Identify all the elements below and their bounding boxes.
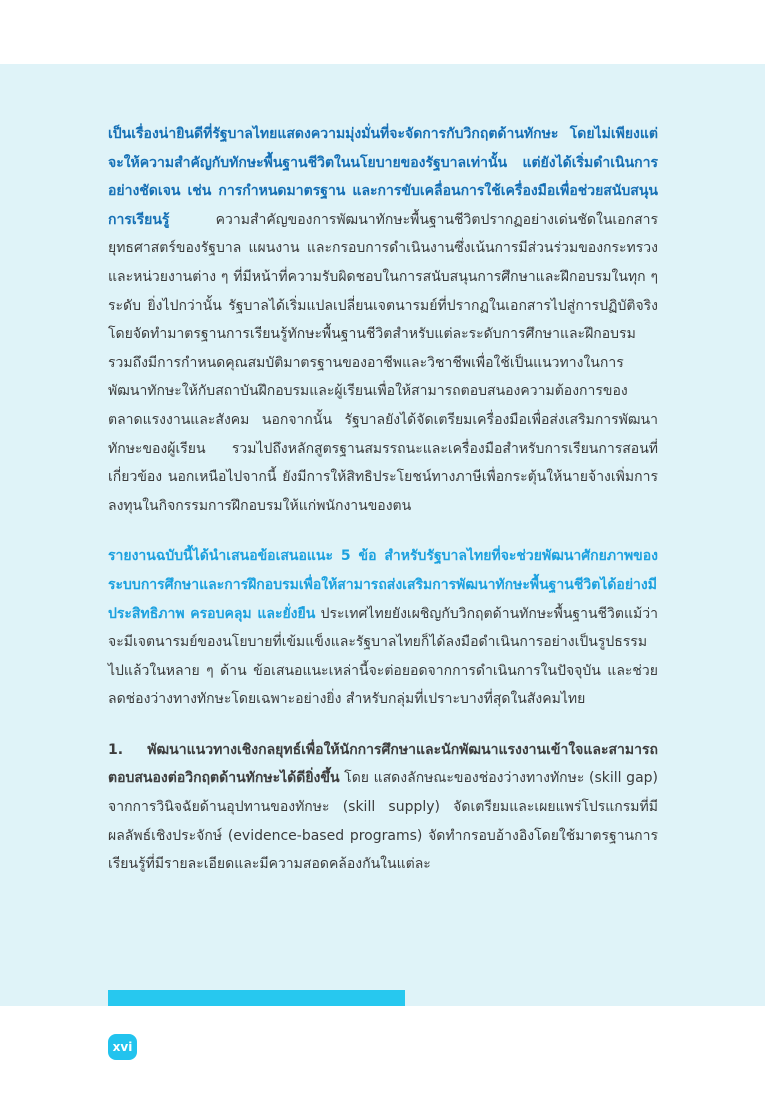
recommendation-1-body: โดย แสดงลักษณะของช่องว่างทางทักษะ (skill gap) จากการวินิจฉัยด้านอุปทานของทักษะ (skill supply) จัดเตรียมและเผยแพร่โปรแกรมที่มีผลลัพธ์เชิงประจักษ์ (evidence-based programs) จัดทำกรอบอ้างอิงโดยใช้มาตรฐานการเรียนรู้ที่มีรายละเอียดและมีความสอดคล้องกันในแต่ละ [108, 770, 658, 873]
highlight-government-commitment: เป็นเรื่องน่ายินดีที่รัฐบาลไทยแสดงความมุ่งมั่นที่จะจัดการกับวิกฤตด้านทักษะ โดยไม่เพียงแต่จะให้ความสำคัญกับทักษะพื้นฐานชีวิตในนโยบายของรัฐบาลเท่านั้น แต่ยังได้เริ่มดำเนินการอย่างชัดเจน เช่น การกำหนดมาตรฐาน และการขับเคลื่อนการใช้เครื่องมือเพื่อช่วยสนับสนุนการเรียนรู้ [108, 126, 658, 228]
highlight-recommendations: รายงานฉบับนี้ได้นำเสนอข้อเสนอแนะ 5 ข้อ สำหรับรัฐบาลไทยที่จะช่วยพัฒนาศักยภาพของระบบการศึกษาและการฝึกอบรมเพื่อให้สามารถส่งเสริมการพัฒนาทักษะพื้นฐานชีวิตได้อย่างมีประสิทธิภาพ ครอบคลุม และยั่งยืน [108, 548, 658, 622]
recommendation-1-heading: 1. พัฒนาแนวทางเชิงกลยุทธ์เพื่อให้นักการศึกษาและนักพัฒนาแรงงานเข้าใจและสามารถตอบสนองต่อวิกฤตด้านทักษะได้ดียิ่งขึ้น [108, 741, 658, 787]
main-content [108, 120, 658, 879]
paragraph-recommendations [108, 542, 658, 714]
paragraph-government-commitment [108, 120, 658, 520]
page-number-badge: xvi [108, 1034, 137, 1060]
body-government-commitment: ความสำคัญของการพัฒนาทักษะพื้นฐานชีวิตปรากฏอย่างเด่นชัดในเอกสารยุทธศาสตร์ของรัฐบาล แผนงาน และกรอบการดำเนินงานซึ่งเน้นการมีส่วนร่วมของกระทรวงและหน่วยงานต่าง ๆ ที่มีหน้าที่ความรับผิดชอบในการสนับสนุนการศึกษาและฝึกอบรมในทุก ๆ ระดับ ยิ่งไปกว่านั้น รัฐบาลได้เริ่มแปลเปลี่ยนเจตนารมย์ที่ปรากฏในเอกสารไปสู่การปฏิบัติจริง โดยจัดทำมาตรฐานการเรียนรู้ทักษะพื้นฐานชีวิตสำหรับแต่ละระดับการศึกษาและฝึกอบรม รวมถึงมีการกำหนดคุณสมบัติมาตรฐานของอาชีพและวิชาชีพเพื่อใช้เป็นแนวทางในการพัฒนาทักษะให้กับสถาบันฝึกอบรมและผู้เรียนเพื่อให้สามารถตอบสนองความต้องการของตลาดแรงงานและสังคม นอกจากนั้น รัฐบาลยังได้จัดเตรียมเครื่องมือเพื่อส่งเสริมการพัฒนาทักษะของผู้เรียน รวมไปถึงหลักสูตรฐานสมรรถนะและเครื่องมือสำหรับการเรียนการสอนที่เกี่ยวข้อง นอกเหนือไปจากนี้ ยังมีการให้สิทธิประโยชน์ทางภาษีเพื่อกระตุ้นให้นายจ้างเพิ่มการลงทุนในกิจกรรมการฝึกอบรมให้แก่พนักงานของตน [108, 211, 658, 514]
body-recommendations: ประเทศไทยยังเผชิญกับวิกฤตด้านทักษะพื้นฐานชีวิตแม้ว่าจะมีเจตนารมย์ของนโยบายที่เข้มแข็งและรัฐบาลไทยก็ได้ลงมือดำเนินการอย่างเป็นรูปธรรมไปแล้วในหลาย ๆ ด้าน ข้อเสนอแนะเหล่านี้จะต่อยอดจากการดำเนินการในปัจจุบัน และช่วยลดช่องว่างทางทักษะโดยเฉพาะอย่างยิ่ง สำหรับกลุ่มที่เปราะบางที่สุดในสังคมไทย [108, 605, 658, 708]
paragraph-recommendation-1 [108, 736, 658, 879]
accent-bar [108, 990, 405, 1006]
